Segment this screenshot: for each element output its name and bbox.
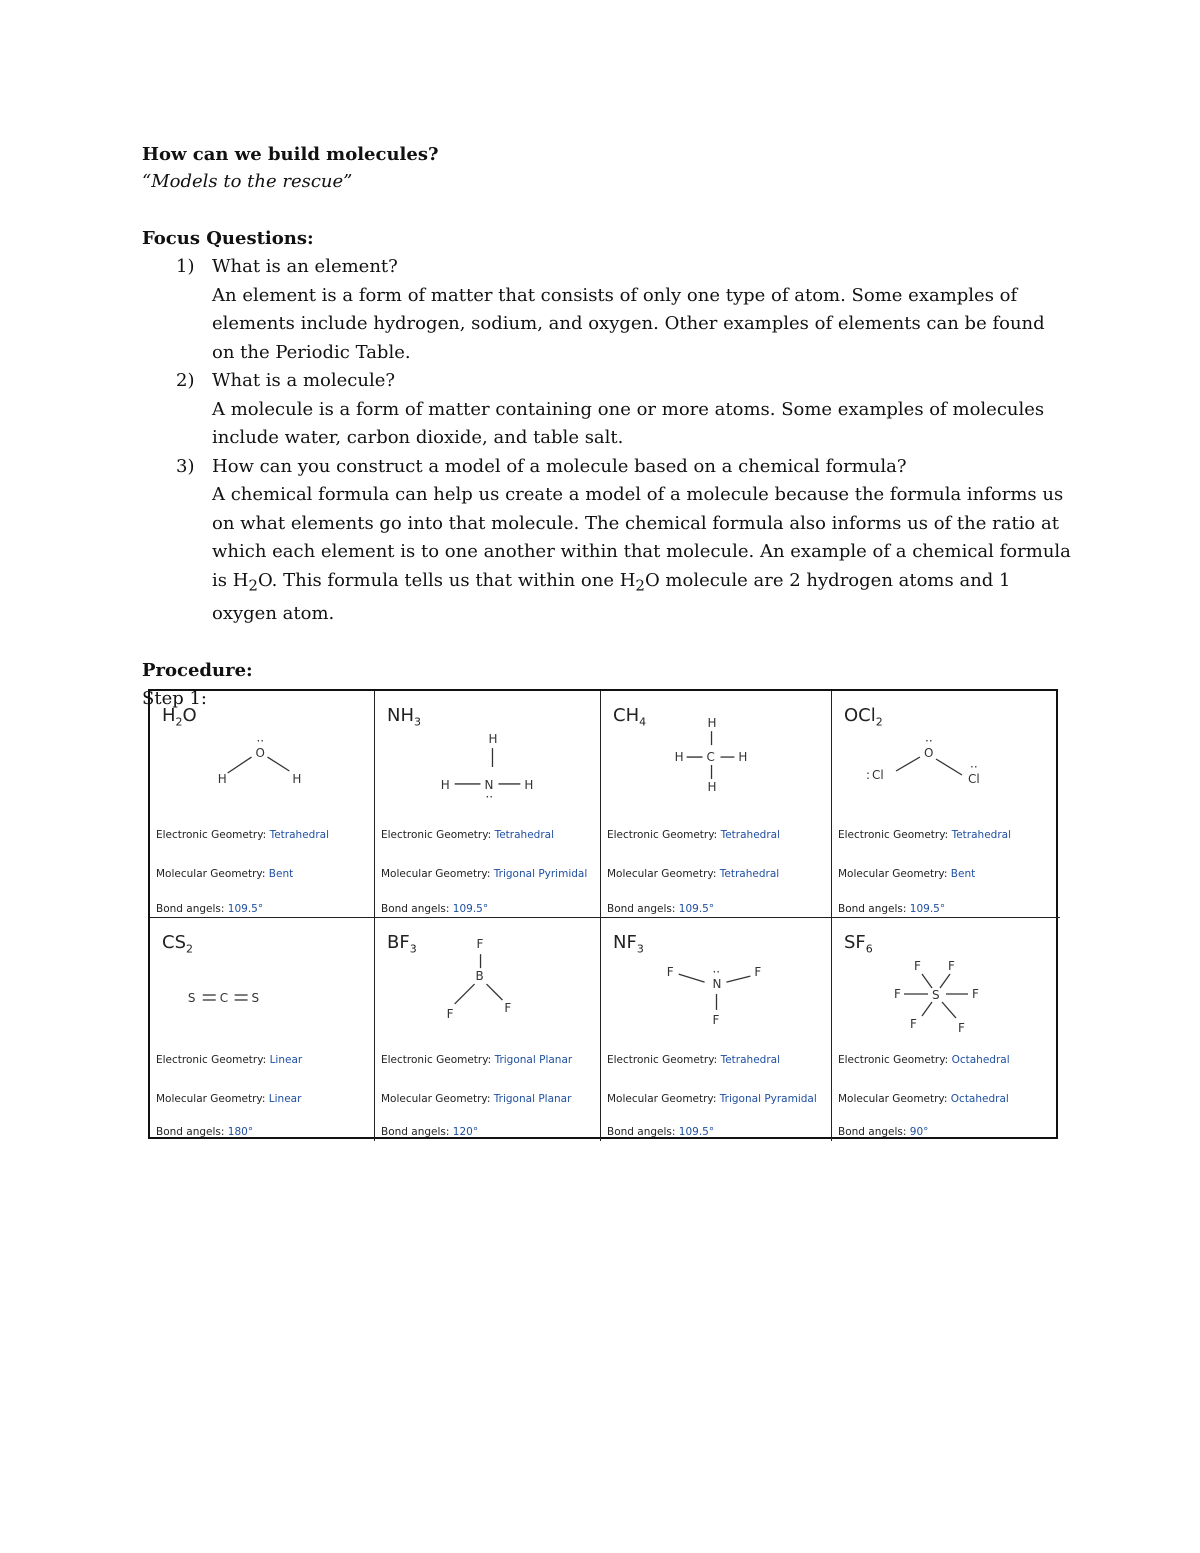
atom-label: F xyxy=(914,959,921,973)
atom-label: H xyxy=(524,777,534,792)
atom-label: H xyxy=(292,771,302,786)
property-label: Molecular Geometry: xyxy=(381,868,491,880)
property-label: Bond angels: xyxy=(607,903,676,915)
atom-label: F xyxy=(754,965,762,980)
property-value: Tetrahedral xyxy=(720,829,780,841)
atom-label: F xyxy=(958,1021,965,1035)
answer-text: An element is a form of matter that consists of only one type of atom. Some examples of elements include hydrogen, sodium, and oxygen. Other examples of elements can be found on the Periodic Table. xyxy=(212,284,1045,363)
molecular-geometry xyxy=(381,868,587,880)
property-label: Electronic Geometry: xyxy=(838,1054,949,1066)
molecule-cell-bf3 xyxy=(375,918,601,1141)
formula-subscript: 2 xyxy=(875,715,883,729)
lewis-structure-drawing xyxy=(832,721,1060,821)
molecular-geometry xyxy=(607,868,779,880)
atom-label: H xyxy=(217,771,227,786)
property-label: Bond angels: xyxy=(838,903,907,915)
atom-label: F xyxy=(894,987,901,1001)
atom-label: C xyxy=(219,990,229,1005)
atom-label: F xyxy=(504,1000,512,1015)
electronic-geometry xyxy=(156,1054,302,1066)
electronic-geometry xyxy=(607,829,780,841)
lewis-structure-drawing xyxy=(601,948,831,1048)
lone-pair-dots: ·· xyxy=(970,760,978,774)
bond-line xyxy=(896,757,920,771)
question-text: What is a molecule? xyxy=(212,370,395,391)
atom-label: C xyxy=(706,750,715,765)
molecule-cell-ocl2 xyxy=(832,691,1060,918)
property-label: Electronic Geometry: xyxy=(381,1054,492,1066)
step-label: Step 1: xyxy=(142,688,207,710)
document-title: How can we build molecules? xyxy=(142,144,439,165)
molecular-geometry xyxy=(838,868,975,880)
bond-line xyxy=(487,984,503,1000)
bond-line xyxy=(922,974,932,988)
property-label: Molecular Geometry: xyxy=(156,1093,266,1105)
atom-label: H xyxy=(707,779,717,794)
atom-label: Cl xyxy=(872,768,884,782)
property-value: 120° xyxy=(452,1126,479,1138)
electronic-geometry xyxy=(607,1054,780,1066)
atom-label: B xyxy=(475,969,484,984)
bond-line xyxy=(726,976,750,982)
answer-part: O molecule are 2 hydrogen atoms and 1 oxygen atom. xyxy=(212,569,1011,624)
bond-line xyxy=(940,974,950,988)
atom-label: H xyxy=(440,777,450,792)
answer-part: O. This formula tells us that within one H xyxy=(257,569,636,591)
property-value: 109.5° xyxy=(678,1126,715,1138)
formula-subscript: 6 xyxy=(865,942,873,956)
lone-pair-dots: ·· xyxy=(485,789,494,804)
formula-subscript: 3 xyxy=(636,942,644,956)
document-subtitle: “Models to the rescue” xyxy=(142,171,353,192)
molecule-cell-nf3 xyxy=(601,918,832,1141)
atom-label: N xyxy=(712,977,722,992)
property-value: Linear xyxy=(268,1093,302,1105)
bond-angle xyxy=(156,903,263,915)
property-label: Molecular Geometry: xyxy=(607,868,717,880)
molecule-table xyxy=(148,689,1058,1139)
formula-base: NF xyxy=(613,932,637,953)
atom-label: Cl xyxy=(968,772,980,786)
molecular-geometry xyxy=(381,1093,571,1105)
electronic-geometry xyxy=(838,829,1011,841)
property-label: Electronic Geometry: xyxy=(838,829,949,841)
property-label: Molecular Geometry: xyxy=(838,1093,948,1105)
molecule-cell-cs2 xyxy=(150,918,375,1141)
electronic-geometry xyxy=(381,829,554,841)
question-number: 1) xyxy=(176,256,195,277)
bond-line xyxy=(922,1002,932,1016)
property-value: Trigonal Planar xyxy=(493,1093,572,1105)
bond-angle xyxy=(381,1126,478,1138)
property-value: Trigonal Pyrimidal xyxy=(493,868,588,880)
question-item-1 xyxy=(142,253,1072,367)
bond-line xyxy=(228,757,252,773)
property-label: Molecular Geometry: xyxy=(381,1093,491,1105)
atom-label: F xyxy=(948,959,955,973)
answer-part: A chemical formula can help us create a model of a molecule because the formula informs us on what elements go into that molecule. The chemical formula also informs us of the ratio at which each element is to one another within that molecule. An example of a chemical formula is H xyxy=(212,484,1071,591)
property-label: Electronic Geometry: xyxy=(156,1054,267,1066)
question-text: What is an element? xyxy=(212,256,398,277)
property-label: Molecular Geometry: xyxy=(607,1093,717,1105)
property-label: Electronic Geometry: xyxy=(607,829,718,841)
electronic-geometry xyxy=(381,1054,572,1066)
property-value: 180° xyxy=(227,1126,254,1138)
molecular-geometry xyxy=(838,1093,1009,1105)
property-label: Bond angels: xyxy=(156,1126,225,1138)
formula-base: OCl xyxy=(844,705,876,726)
bond-angle xyxy=(381,903,488,915)
lewis-structure-drawing xyxy=(150,721,374,821)
property-value: 109.5° xyxy=(452,903,489,915)
formula-base: SF xyxy=(844,932,866,953)
property-label: Molecular Geometry: xyxy=(156,868,266,880)
atom-label: O xyxy=(255,746,265,761)
question-number: 2) xyxy=(176,370,195,391)
question-number: 3) xyxy=(176,455,195,477)
lone-pair-dots: ·· xyxy=(256,734,265,749)
molecule-cell-h2o xyxy=(150,691,375,918)
atom-label: S xyxy=(932,988,940,1002)
property-label: Bond angels: xyxy=(381,903,450,915)
property-value: Trigonal Pyramidal xyxy=(719,1093,817,1105)
molecule-cell-sf6 xyxy=(832,918,1060,1141)
property-value: Tetrahedral xyxy=(951,829,1011,841)
atom-label: S xyxy=(187,990,196,1005)
atom-label: N xyxy=(484,777,494,792)
electronic-geometry xyxy=(156,829,329,841)
formula-subscript: 4 xyxy=(639,715,647,729)
property-value: Bent xyxy=(950,868,976,880)
answer-text xyxy=(212,481,1072,628)
atom-label: F xyxy=(972,987,979,1001)
property-value: 109.5° xyxy=(227,903,264,915)
bond-line xyxy=(936,759,962,775)
lewis-structure-drawing xyxy=(832,948,1060,1048)
bond-angle xyxy=(156,1126,253,1138)
procedure-heading: Procedure: xyxy=(142,660,253,682)
property-value: Linear xyxy=(269,1054,303,1066)
atom-label: F xyxy=(476,937,484,952)
subscript: 2 xyxy=(248,576,258,595)
property-value: Bent xyxy=(268,868,294,880)
property-label: Bond angels: xyxy=(156,903,225,915)
molecular-geometry xyxy=(607,1093,817,1105)
question-item-2 xyxy=(142,367,1072,453)
atom-label: F xyxy=(910,1017,917,1031)
formula-base: H xyxy=(162,705,176,726)
property-label: Electronic Geometry: xyxy=(156,829,267,841)
bond-angle xyxy=(607,1126,714,1138)
focus-questions-heading: Focus Questions: xyxy=(142,228,314,249)
molecule-cell-nh3 xyxy=(375,691,601,918)
answer-text: A molecule is a form of matter containing one or more atoms. Some examples of molecules include water, carbon dioxide, and table salt. xyxy=(212,398,1045,448)
property-label: Bond angels: xyxy=(607,1126,676,1138)
formula-subscript: 2 xyxy=(175,715,183,729)
lewis-structure-drawing xyxy=(375,937,600,1048)
question-text: How can you construct a model of a molecule based on a chemical formula? xyxy=(212,455,907,477)
atom-label: H xyxy=(738,750,748,765)
lone-pair-dots: ·· xyxy=(925,734,933,748)
property-label: Molecular Geometry: xyxy=(838,868,948,880)
lone-pair-dots: : xyxy=(866,768,871,782)
formula-base: CS xyxy=(162,932,186,953)
property-value: Tetrahedral xyxy=(269,829,329,841)
bond-line xyxy=(267,757,289,771)
question-item-3 xyxy=(142,453,1072,629)
lewis-structure-drawing xyxy=(150,948,374,1048)
property-label: Bond angels: xyxy=(381,1126,450,1138)
atom-label: S xyxy=(251,990,260,1005)
formula-subscript: 2 xyxy=(186,942,193,956)
formula-subscript: 3 xyxy=(409,942,417,956)
formula-tail: O xyxy=(182,705,197,726)
bond-line xyxy=(679,974,705,982)
property-value: Trigonal Planar xyxy=(494,1054,573,1066)
atom-label: F xyxy=(446,1006,454,1021)
atom-label: F xyxy=(666,965,674,980)
lewis-structure-drawing xyxy=(601,716,831,821)
subscript: 2 xyxy=(635,576,645,595)
lewis-structure-drawing xyxy=(375,721,600,821)
document-page xyxy=(142,142,1072,713)
formula-base: CH xyxy=(613,705,640,726)
atom-label: H xyxy=(707,716,717,731)
lone-pair-dots: ·· xyxy=(712,965,721,980)
property-value: 90° xyxy=(909,1126,929,1138)
atom-label: H xyxy=(674,750,684,765)
property-value: 109.5° xyxy=(678,903,715,915)
property-value: Octahedral xyxy=(951,1054,1010,1066)
bond-angle xyxy=(838,903,945,915)
property-value: Tetrahedral xyxy=(494,829,554,841)
formula-base: BF xyxy=(387,932,410,953)
electronic-geometry xyxy=(838,1054,1010,1066)
bond-angle xyxy=(838,1126,928,1138)
focus-questions-list xyxy=(142,253,1072,628)
property-value: Tetrahedral xyxy=(719,868,780,880)
atom-label: F xyxy=(712,1012,720,1027)
formula-subscript: 3 xyxy=(414,715,421,729)
property-value: Octahedral xyxy=(950,1093,1009,1105)
bond-line xyxy=(455,984,475,1004)
formula-base: NH xyxy=(387,705,414,726)
bond-line xyxy=(942,1002,956,1018)
atom-label: O xyxy=(924,746,934,760)
property-label: Electronic Geometry: xyxy=(607,1054,718,1066)
molecular-geometry xyxy=(156,1093,301,1105)
property-label: Bond angels: xyxy=(838,1126,907,1138)
atom-label: H xyxy=(488,732,498,747)
molecular-geometry xyxy=(156,868,293,880)
property-value: Tetrahedral xyxy=(720,1054,780,1066)
property-label: Electronic Geometry: xyxy=(381,829,492,841)
property-value: 109.5° xyxy=(909,903,946,915)
molecule-cell-ch4 xyxy=(601,691,832,918)
bond-angle xyxy=(607,903,714,915)
